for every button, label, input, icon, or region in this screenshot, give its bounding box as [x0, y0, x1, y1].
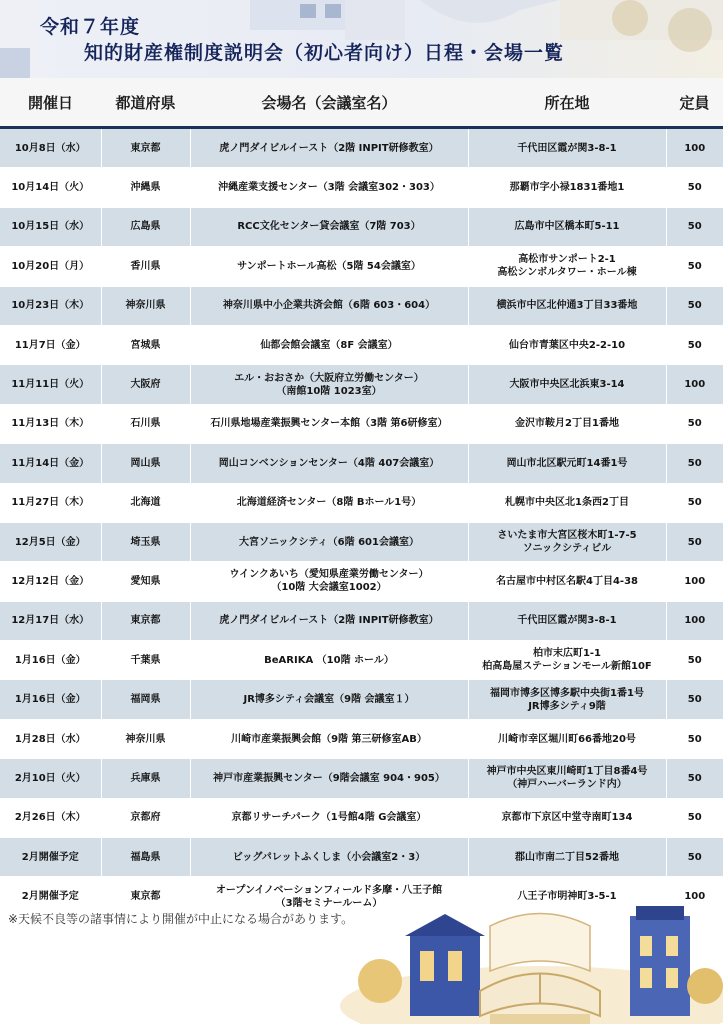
cell-venue-text: JR博多シティ会議室（9階 会議室１） — [243, 694, 415, 706]
cell-venue-text: （10階 大会議室1002） — [271, 582, 387, 594]
cell-date-text: 1月16日（金） — [14, 654, 86, 666]
cell-venue-text: 岡山コンベンションセンター（4階 407会議室） — [218, 457, 440, 469]
cell-venue-text: （3階セミナールーム） — [275, 897, 383, 909]
cell-address — [468, 168, 666, 207]
cell-prefecture — [101, 719, 190, 758]
cell-capacity — [666, 641, 723, 680]
cell-address-text: 高松シンボルタワー・ホール棟 — [497, 267, 637, 279]
table-row — [0, 207, 723, 246]
table-row — [0, 680, 723, 719]
cell-address — [468, 286, 666, 325]
cell-prefecture-text: 沖縄県 — [130, 182, 161, 194]
cell-venue-text: 川崎市産業振興会館（9階 第三研修室AB） — [231, 733, 427, 745]
cell-address-text: 大阪市中央区北浜東3-14 — [509, 379, 625, 391]
cell-address — [468, 562, 666, 601]
cell-prefecture-text: 埼玉県 — [130, 536, 161, 548]
table-row — [0, 601, 723, 640]
cell-prefecture-text: 東京都 — [130, 142, 161, 154]
page-title: 知的財産権制度説明会（初心者向け）日程・会場一覧 — [84, 42, 565, 64]
cell-date-text: 12月5日（金） — [14, 536, 86, 548]
cell-address-text: （神戸ハーバーランド内） — [507, 779, 627, 791]
cell-capacity — [666, 207, 723, 246]
cell-capacity-text: 100 — [684, 575, 706, 587]
cell-date-text: 2月開催予定 — [21, 891, 79, 903]
cell-venue — [190, 562, 468, 601]
cell-address-text: 高松市サンポート2-1 — [518, 254, 616, 266]
cell-address — [468, 641, 666, 680]
cell-prefecture-text: 福島県 — [130, 851, 161, 863]
cell-address-text: 那覇市字小禄1831番地1 — [509, 182, 625, 194]
cell-prefecture-text: 千葉県 — [130, 654, 161, 666]
cell-capacity-text: 50 — [687, 300, 702, 312]
cell-prefecture — [101, 601, 190, 640]
cell-address-text: 仙台市青葉区中央2-2-10 — [508, 339, 626, 351]
cell-venue-text: 京都リサーチパーク（1号館4階 G会議室） — [231, 812, 427, 824]
cell-capacity-text: 50 — [687, 339, 702, 351]
table-row — [0, 759, 723, 798]
cell-date — [0, 325, 101, 364]
cell-venue — [190, 128, 468, 168]
cell-address-text: 福岡市博多区博多駅中央街1番1号 — [490, 687, 644, 699]
cell-date-text: 2月26日（木） — [14, 812, 86, 824]
cell-venue — [190, 483, 468, 522]
cell-capacity-text: 50 — [687, 497, 702, 509]
cell-date — [0, 759, 101, 798]
cell-prefecture — [101, 483, 190, 522]
cell-date-text: 12月17日（水） — [11, 615, 90, 627]
library-illustration — [340, 896, 723, 1024]
table-row — [0, 444, 723, 483]
cell-date — [0, 798, 101, 837]
cell-venue — [190, 798, 468, 837]
cell-prefecture-text: 大阪府 — [130, 379, 161, 391]
cell-venue-text: オープンイノベーションフィールド多摩・八王子館 — [215, 884, 443, 896]
cell-venue-text: サンポートホール高松（5階 54会議室） — [237, 260, 421, 272]
cell-address — [468, 759, 666, 798]
cell-prefecture — [101, 522, 190, 561]
cell-prefecture — [101, 286, 190, 325]
cell-address — [468, 483, 666, 522]
cell-address-text: 横浜市中区北仲通3丁目33番地 — [496, 300, 638, 312]
cell-capacity — [666, 759, 723, 798]
cell-prefecture — [101, 838, 190, 877]
cell-venue-text: エル・おおさか（大阪府立労働センター） — [234, 372, 424, 384]
cell-venue — [190, 641, 468, 680]
cell-venue-text: BeARIKA （10階 ホール） — [264, 654, 394, 666]
cell-address — [468, 325, 666, 364]
cell-prefecture-text: 京都府 — [130, 812, 161, 824]
cell-date-text: 11月13日（木） — [11, 418, 90, 430]
cell-prefecture-text: 石川県 — [130, 418, 161, 430]
cell-date — [0, 562, 101, 601]
table-row — [0, 641, 723, 680]
cell-venue — [190, 838, 468, 877]
cell-venue — [190, 286, 468, 325]
cell-venue-text: 虎ノ門ダイビルイースト（2階 INPIT研修教室） — [219, 615, 439, 627]
cell-prefecture-text: 香川県 — [130, 260, 161, 272]
cell-address — [468, 838, 666, 877]
cell-capacity — [666, 168, 723, 207]
cell-prefecture — [101, 404, 190, 443]
cell-prefecture — [101, 168, 190, 207]
cell-address-text: 金沢市鞍月2丁目1番地 — [515, 418, 619, 430]
cell-date-text: 1月16日（金） — [14, 694, 86, 706]
cell-venue-text: 仙都会館会議室（8F 会議室） — [260, 339, 398, 351]
table-row — [0, 404, 723, 443]
cell-date-text: 11月27日（木） — [11, 497, 90, 509]
cell-prefecture — [101, 444, 190, 483]
title-year: 令和７年度 — [40, 16, 141, 38]
page-header — [0, 0, 723, 78]
cell-date-text: 12月12日（金） — [11, 575, 90, 587]
cell-address-text: 札幌市中央区北1条西2丁目 — [505, 497, 629, 509]
cell-address-text: 川崎市幸区堀川町66番地20号 — [498, 733, 636, 745]
cell-venue-text: 石川県地場産業振興センター本館（3階 第6研修室） — [210, 418, 448, 430]
schedule-table — [0, 78, 723, 917]
cell-address-text: ソニックシティビル — [522, 543, 612, 555]
table-row — [0, 325, 723, 364]
cell-date — [0, 838, 101, 877]
cell-address — [468, 247, 666, 286]
cell-date-text: 10月23日（木） — [11, 300, 90, 312]
cell-address-text: 名古屋市中村区名駅4丁目4-38 — [496, 575, 638, 587]
cell-address — [468, 404, 666, 443]
cell-capacity-text: 50 — [687, 812, 702, 824]
cell-capacity — [666, 798, 723, 837]
cell-capacity — [666, 404, 723, 443]
cell-capacity — [666, 562, 723, 601]
cell-venue — [190, 325, 468, 364]
cell-capacity — [666, 365, 723, 404]
cell-date — [0, 168, 101, 207]
table-row — [0, 562, 723, 601]
cell-venue — [190, 207, 468, 246]
cell-prefecture-text: 兵庫県 — [130, 772, 161, 784]
cell-date-text: 11月7日（金） — [14, 339, 86, 351]
cell-venue-text: 神奈川県中小企業共済会館（6階 603・604） — [222, 300, 436, 312]
cell-capacity — [666, 286, 723, 325]
cell-date-text: 1月28日（水） — [14, 733, 86, 745]
cell-address — [468, 365, 666, 404]
cell-capacity — [666, 444, 723, 483]
cell-capacity — [666, 128, 723, 168]
cell-address-text: 八王子市明神町3-5-1 — [517, 891, 617, 903]
cell-venue-text: 沖縄産業支援センター（3階 会議室302・303） — [218, 182, 440, 194]
col-header-prefecture: 都道府県 — [101, 78, 190, 128]
cell-date — [0, 207, 101, 246]
cell-date — [0, 719, 101, 758]
cell-date — [0, 286, 101, 325]
cell-date — [0, 601, 101, 640]
cell-venue — [190, 601, 468, 640]
cell-address — [468, 207, 666, 246]
table-row — [0, 168, 723, 207]
cell-date-text: 10月15日（水） — [11, 221, 90, 233]
cell-prefecture-text: 愛知県 — [130, 575, 161, 587]
cell-address-text: 京都市下京区中堂寺南町134 — [501, 812, 633, 824]
table-row — [0, 522, 723, 561]
cell-date-text: 2月10日（火） — [14, 772, 86, 784]
table-row — [0, 286, 723, 325]
cell-capacity — [666, 680, 723, 719]
cell-address — [468, 719, 666, 758]
cell-date-text: 11月14日（金） — [11, 457, 90, 469]
cell-capacity-text: 50 — [687, 772, 702, 784]
cell-capacity — [666, 325, 723, 364]
cell-date — [0, 522, 101, 561]
cell-venue-text: 大宮ソニックシティ（6階 601会議室） — [239, 536, 419, 548]
cell-date — [0, 365, 101, 404]
cell-venue — [190, 719, 468, 758]
cell-date — [0, 641, 101, 680]
cell-venue-text: 神戸市産業振興センター（9階会議室 904・905） — [213, 772, 445, 784]
cell-venue — [190, 522, 468, 561]
cell-capacity-text: 50 — [687, 733, 702, 745]
cell-address-text: 広島市中区橋本町5-11 — [514, 221, 620, 233]
cell-address-text: 神戸市中央区東川崎町1丁目8番4号 — [486, 766, 648, 778]
cell-date — [0, 483, 101, 522]
cell-venue-text: ウインクあいち（愛知県産業労働センター） — [229, 569, 429, 581]
cell-prefecture-text: 岡山県 — [130, 457, 161, 469]
cell-capacity-text: 50 — [687, 851, 702, 863]
cell-date-text: 10月20日（月） — [11, 260, 90, 272]
cell-venue-text: 虎ノ門ダイビルイースト（2階 INPIT研修教室） — [219, 142, 439, 154]
cell-date-text: 10月8日（水） — [14, 142, 86, 154]
cell-prefecture — [101, 641, 190, 680]
cell-capacity-text: 50 — [687, 654, 702, 666]
cell-prefecture — [101, 798, 190, 837]
col-header-venue: 会場名（会議室名） — [190, 78, 468, 128]
cell-venue — [190, 404, 468, 443]
cell-address-text: 柏市末広町1-1 — [532, 648, 602, 660]
cell-prefecture-text: 神奈川県 — [125, 300, 166, 312]
table-row — [0, 365, 723, 404]
cell-address — [468, 128, 666, 168]
col-header-date: 開催日 — [0, 78, 101, 128]
cell-date — [0, 247, 101, 286]
cell-address-text: 郡山市南二丁目52番地 — [515, 851, 619, 863]
cell-date — [0, 128, 101, 168]
cell-date-text: 2月開催予定 — [21, 851, 79, 863]
cell-prefecture — [101, 247, 190, 286]
cell-venue-text: （南館10階 1023室） — [276, 385, 382, 397]
cell-capacity-text: 100 — [684, 615, 706, 627]
cell-date — [0, 404, 101, 443]
cell-prefecture-text: 福岡県 — [130, 694, 161, 706]
cell-address — [468, 601, 666, 640]
cell-prefecture — [101, 207, 190, 246]
cell-capacity — [666, 601, 723, 640]
cell-prefecture — [101, 325, 190, 364]
cell-capacity-text: 100 — [684, 379, 706, 391]
table-row — [0, 798, 723, 837]
table-header-row — [0, 78, 723, 128]
cell-prefecture — [101, 759, 190, 798]
cell-venue — [190, 444, 468, 483]
cell-address — [468, 798, 666, 837]
cell-address-text: さいたま市大宮区桜木町1-7-5 — [497, 530, 637, 542]
cell-capacity — [666, 719, 723, 758]
cell-venue-text: ビッグパレットふくしま（小会議室2・3） — [232, 851, 426, 863]
cell-prefecture-text: 宮城県 — [130, 339, 161, 351]
cell-address-text: 千代田区霞が関3-8-1 — [517, 615, 617, 627]
footer-note: ※天候不良等の諸事情により開催が中止になる場合があります。 — [8, 912, 354, 926]
cell-prefecture-text: 北海道 — [130, 497, 161, 509]
cell-date-text: 10月14日（火） — [11, 182, 90, 194]
cell-venue-text: RCC文化センター貸会議室（7階 703） — [237, 221, 421, 233]
cell-prefecture — [101, 128, 190, 168]
cell-address — [468, 522, 666, 561]
cell-capacity-text: 50 — [687, 182, 702, 194]
cell-address — [468, 680, 666, 719]
cell-address-text: 柏高島屋ステーションモール新館10F — [482, 661, 652, 673]
cell-venue — [190, 247, 468, 286]
cell-venue — [190, 168, 468, 207]
cell-date-text: 11月11日（火） — [11, 379, 90, 391]
cell-capacity-text: 100 — [684, 891, 706, 903]
cell-capacity-text: 50 — [687, 418, 702, 430]
cell-capacity — [666, 522, 723, 561]
cell-capacity-text: 50 — [687, 260, 702, 272]
cell-prefecture-text: 東京都 — [130, 891, 161, 903]
cell-capacity-text: 100 — [684, 142, 706, 154]
table-row — [0, 247, 723, 286]
cell-capacity — [666, 483, 723, 522]
cell-prefecture — [101, 562, 190, 601]
cell-capacity — [666, 838, 723, 877]
table-row — [0, 483, 723, 522]
table-row — [0, 719, 723, 758]
cell-date — [0, 680, 101, 719]
cell-venue — [190, 365, 468, 404]
cell-capacity — [666, 247, 723, 286]
col-header-address: 所在地 — [468, 78, 666, 128]
col-header-capacity: 定員 — [666, 78, 723, 128]
cell-venue — [190, 680, 468, 719]
cell-address-text: 千代田区霞が関3-8-1 — [517, 142, 617, 154]
cell-capacity-text: 50 — [687, 694, 702, 706]
cell-venue — [190, 759, 468, 798]
cell-prefecture-text: 広島県 — [130, 221, 161, 233]
cell-prefecture — [101, 365, 190, 404]
cell-address-text: JR博多シティ9階 — [528, 700, 606, 712]
cell-capacity-text: 50 — [687, 536, 702, 548]
table-row — [0, 838, 723, 877]
cell-capacity-text: 50 — [687, 457, 702, 469]
cell-prefecture-text: 神奈川県 — [125, 733, 166, 745]
cell-venue-text: 北海道経済センター（8階 Bホール1号） — [236, 497, 422, 509]
table-row — [0, 128, 723, 168]
cell-prefecture — [101, 680, 190, 719]
cell-address-text: 岡山市北区駅元町14番1号 — [506, 457, 628, 469]
cell-prefecture-text: 東京都 — [130, 615, 161, 627]
cell-capacity-text: 50 — [687, 221, 702, 233]
cell-address — [468, 444, 666, 483]
cell-date — [0, 444, 101, 483]
